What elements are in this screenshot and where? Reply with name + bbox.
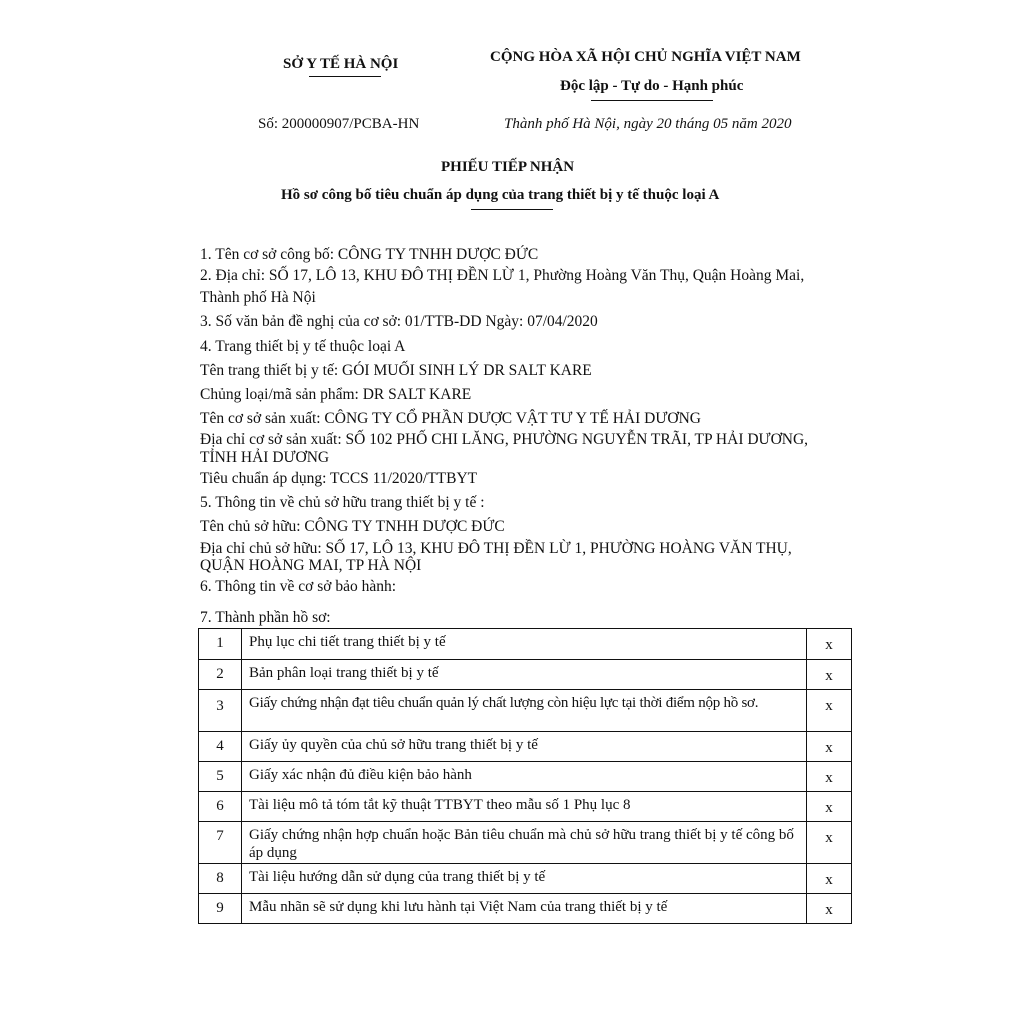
owner-info-heading: 5. Thông tin về chủ sở hữu trang thiết bị y tế :	[200, 494, 485, 511]
owner-address: Địa chỉ chủ sở hữu: SỐ 17, LÔ 13, KHU ĐÔ THỊ ĐỀN LỪ 1, PHƯỜNG HOÀNG VĂN THỤ,	[200, 540, 792, 557]
page-title: PHIẾU TIẾP NHẬN	[441, 159, 575, 175]
row-text: Mẫu nhãn sẽ sử dụng khi lưu hành tại Việt Nam của trang thiết bị y tế	[242, 894, 807, 924]
request-document: 3. Số văn bản đề nghị của cơ sở: 01/TTB-DD Ngày: 07/04/2020	[200, 313, 598, 330]
national-motto: Độc lập - Tự do - Hạnh phúc	[560, 78, 744, 94]
agency-name: SỞ Y TẾ HÀ NỘI	[283, 56, 399, 72]
row-number: 9	[199, 894, 242, 924]
device-class-heading: 4. Trang thiết bị y tế thuộc loại A	[200, 338, 406, 355]
manufacturer-address-cont: TỈNH HẢI DƯƠNG	[200, 449, 330, 466]
dossier-heading: 7. Thành phần hồ sơ:	[200, 609, 331, 626]
table-row	[199, 629, 852, 660]
row-number: 3	[199, 690, 242, 732]
product-code: Chủng loại/mã sản phẩm: DR SALT KARE	[200, 386, 472, 403]
row-mark: x	[807, 629, 852, 660]
document-number: Số: 200000907/PCBA-HN	[258, 116, 420, 132]
row-mark: x	[807, 894, 852, 924]
row-text: Tài liệu hướng dẫn sử dụng của trang thiết bị y tế	[242, 864, 807, 894]
row-mark: x	[807, 690, 852, 732]
country-name: CỘNG HÒA XÃ HỘI CHỦ NGHĨA VIỆT NAM	[490, 49, 801, 65]
manufacturer-name: Tên cơ sở sản xuất: CÔNG TY CỔ PHẦN DƯỢC VẬT TƯ Y TẾ HẢI DƯƠNG	[200, 410, 701, 427]
owner-name: Tên chủ sở hữu: CÔNG TY TNHH DƯỢC ĐỨC	[200, 518, 505, 535]
agency-underline	[309, 76, 381, 77]
device-name: Tên trang thiết bị y tế: GÓI MUỐI SINH LÝ DR SALT KARE	[200, 362, 592, 379]
row-number: 2	[199, 660, 242, 690]
row-text: Phụ lục chi tiết trang thiết bị y tế	[242, 629, 807, 660]
applied-standard: Tiêu chuẩn áp dụng: TCCS 11/2020/TTBYT	[200, 470, 478, 487]
owner-address-cont: QUẬN HOÀNG MAI, TP HÀ NỘI	[200, 557, 422, 574]
table-row	[199, 660, 852, 690]
row-mark: x	[807, 762, 852, 792]
declarer-name: 1. Tên cơ sở công bố: CÔNG TY TNHH DƯỢC ĐỨC	[200, 246, 539, 263]
table-row	[199, 822, 852, 864]
table-row	[199, 762, 852, 792]
dossier-table	[198, 628, 852, 924]
place-and-date: Thành phố Hà Nội, ngày 20 tháng 05 năm 2020	[504, 116, 792, 132]
subtitle-underline	[471, 209, 553, 210]
row-text: Giấy xác nhận đủ điều kiện bảo hành	[242, 762, 807, 792]
row-number: 5	[199, 762, 242, 792]
row-number: 6	[199, 792, 242, 822]
row-text: Bản phân loại trang thiết bị y tế	[242, 660, 807, 690]
row-mark: x	[807, 822, 852, 864]
row-text: Giấy chứng nhận hợp chuẩn hoặc Bản tiêu chuẩn mà chủ sở hữu trang thiết bị y tế công bố áp dụng	[242, 822, 807, 864]
row-number: 4	[199, 732, 242, 762]
row-mark: x	[807, 864, 852, 894]
row-mark: x	[807, 792, 852, 822]
declarer-address: 2. Địa chỉ: SỐ 17, LÔ 13, KHU ĐÔ THỊ ĐỀN LỪ 1, Phường Hoàng Văn Thụ, Quận Hoàng Mai,	[200, 267, 805, 284]
table-row	[199, 864, 852, 894]
row-text: Giấy ủy quyền của chủ sở hữu trang thiết bị y tế	[242, 732, 807, 762]
row-text: Giấy chứng nhận đạt tiêu chuẩn quản lý chất lượng còn hiệu lực tại thời điểm nộp hồ sơ.	[242, 690, 807, 732]
row-number: 1	[199, 629, 242, 660]
page-subtitle: Hồ sơ công bố tiêu chuẩn áp dụng của trang thiết bị y tế thuộc loại A	[281, 187, 720, 203]
row-mark: x	[807, 732, 852, 762]
row-number: 7	[199, 822, 242, 864]
table-row	[199, 690, 852, 732]
manufacturer-address: Địa chỉ cơ sở sản xuất: SỐ 102 PHỐ CHI LĂNG, PHƯỜNG NGUYỄN TRÃI, TP HẢI DƯƠNG,	[200, 431, 809, 448]
table-row	[199, 792, 852, 822]
warranty-info-heading: 6. Thông tin về cơ sở bảo hành:	[200, 578, 397, 595]
declarer-address-cont: Thành phố Hà Nội	[200, 289, 316, 306]
table-row	[199, 732, 852, 762]
row-mark: x	[807, 660, 852, 690]
row-text: Tài liệu mô tả tóm tắt kỹ thuật TTBYT theo mẫu số 1 Phụ lục 8	[242, 792, 807, 822]
row-number: 8	[199, 864, 242, 894]
table-row	[199, 894, 852, 924]
motto-underline	[591, 100, 713, 101]
